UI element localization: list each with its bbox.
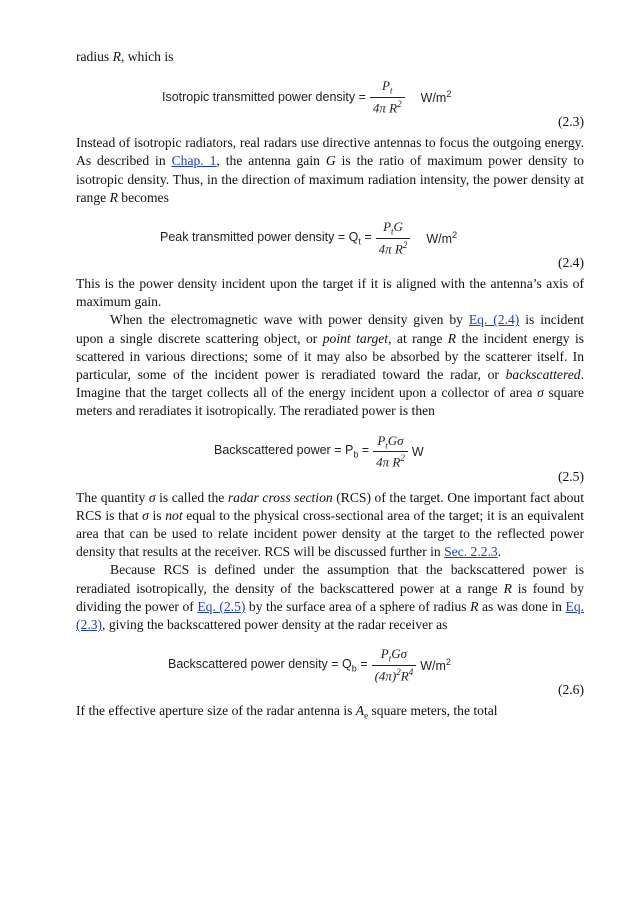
text: . xyxy=(497,544,502,560)
equation-body xyxy=(162,78,451,116)
text: is found by dividing the power of xyxy=(76,580,584,614)
term-point-target: point target xyxy=(322,330,389,346)
term-radar-cross-section: radar cross section xyxy=(227,489,333,505)
paragraph-directive xyxy=(76,134,584,207)
text: If the effective aperture size of the radar antenna is xyxy=(76,703,356,719)
subscript: e xyxy=(364,710,369,721)
equation-2-6 xyxy=(76,646,584,696)
text: . Imagine that the target collects all of the energy incident upon a collector of area xyxy=(76,367,584,401)
text: as was done in xyxy=(478,598,566,614)
numerator: P xyxy=(377,432,386,448)
var-R: R xyxy=(112,49,121,64)
superscript: 2 xyxy=(397,98,402,109)
subscript: t xyxy=(390,85,393,96)
subscript: t xyxy=(391,226,394,237)
equation-2-4 xyxy=(76,219,584,269)
equation-number: (2.4) xyxy=(557,255,584,271)
text: is xyxy=(148,507,166,523)
text: , which is xyxy=(120,49,174,64)
link-sec-2-2-3[interactable]: Sec. 2.2.3 xyxy=(444,544,498,560)
numerator: P xyxy=(380,646,389,662)
unit: W/m xyxy=(426,232,453,247)
subscript: t xyxy=(358,236,361,247)
denominator: 4π R xyxy=(376,454,401,470)
text: , at range xyxy=(388,330,448,346)
denominator-tail: R xyxy=(400,668,409,684)
document-page xyxy=(76,48,584,725)
denominator: 4π R xyxy=(378,240,403,256)
superscript: 2 xyxy=(445,657,451,668)
text: is called the xyxy=(155,489,228,505)
paragraph-rcs xyxy=(76,489,584,562)
paragraph-backscatter-density xyxy=(76,561,584,634)
link-eq-2-5[interactable]: Eq. (2.5) xyxy=(197,598,246,614)
denominator: 4π R xyxy=(372,100,398,116)
var-sigma: σ xyxy=(148,489,156,505)
equation-2-3 xyxy=(76,78,584,128)
fraction xyxy=(373,433,408,471)
var-sigma: σ xyxy=(537,385,544,401)
text: is the ratio of maximum power density to isotropic density. Thus, in the direction of maximum radiation intensity, the power density at range xyxy=(76,153,584,205)
text: by the surface area of a sphere of radius xyxy=(245,598,471,614)
text: Because RCS is defined under the assumption that the backscattered power is reradiated isotropically, the density of the backscattered power at a range xyxy=(76,562,584,596)
text: The quantity xyxy=(76,489,149,505)
text: equal to the physical cross-sectional area of the target; it is an equivalent area that can be used to relate incident power density at the target to the reflected power density that results at the receiver. RCS will be discussed further in xyxy=(76,507,584,560)
superscript: 4 xyxy=(408,666,414,677)
text: When the electromagnetic wave with power density given by xyxy=(110,312,469,328)
paragraph-scattering xyxy=(76,311,584,420)
var-sigma: σ xyxy=(142,507,149,523)
equation-number: (2.3) xyxy=(557,114,584,130)
equals: = xyxy=(360,229,372,244)
numerator: P xyxy=(383,219,392,235)
text: , giving the backscattered power density at the radar receiver as xyxy=(102,617,448,633)
var-A: A xyxy=(355,703,365,719)
text: Instead of isotropic radiators, real radars use directive antennas to focus the outgoing energy. As described in xyxy=(76,135,584,169)
equation-body xyxy=(168,646,451,684)
superscript: 2 xyxy=(396,666,401,677)
subscript: t xyxy=(385,440,388,451)
text: square meters, the total xyxy=(368,703,498,719)
unit: W/m xyxy=(420,659,446,674)
equation-body xyxy=(160,219,457,257)
var-R: R xyxy=(470,598,479,614)
equation-number: (2.6) xyxy=(557,682,584,698)
var-G: G xyxy=(325,153,336,169)
text: , the antenna gain xyxy=(216,153,326,169)
subscript: t xyxy=(388,653,392,664)
equation-label: Isotropic transmitted power density = xyxy=(162,90,366,105)
text: the incident energy is scattered in various directions; some of it may also be absorbed by the scatterer itself. In particular, some of the incident power is reradiated toward the radar, or xyxy=(76,330,585,383)
text: This is the power density incident upon the target if it is aligned with the antenna’s axis of maximum gain. xyxy=(76,276,584,310)
unit: W/m xyxy=(420,91,447,106)
term-backscattered: backscattered xyxy=(505,367,581,383)
emphasis-not: not xyxy=(165,507,183,523)
superscript: 2 xyxy=(402,239,408,250)
paragraph-intro xyxy=(76,48,584,66)
fraction xyxy=(376,219,411,257)
equals: = xyxy=(356,656,368,671)
superscript: 2 xyxy=(446,89,452,100)
link-eq-2-3[interactable]: Eq. (2.3) xyxy=(76,598,585,633)
fraction xyxy=(372,646,417,684)
numerator-tail: G xyxy=(393,219,403,235)
text: (RCS) of the target. One important fact about RCS is that xyxy=(76,489,584,523)
equation-label: Backscattered power = P xyxy=(214,443,354,458)
superscript: 2 xyxy=(452,229,458,240)
equation-number: (2.5) xyxy=(557,468,584,484)
equation-label: Peak transmitted power density = Q xyxy=(160,229,359,244)
text: is incident upon a single discrete scattering object, or xyxy=(76,312,584,346)
equation-label: Backscattered power density = Q xyxy=(168,656,352,671)
equation-2-5 xyxy=(76,433,584,483)
subscript: b xyxy=(351,663,357,674)
link-chap-1[interactable]: Chap. 1 xyxy=(171,153,217,169)
paragraph-aligned xyxy=(76,275,584,311)
numerator-tail: Gσ xyxy=(391,646,408,662)
text: radius xyxy=(76,49,113,64)
var-R: R xyxy=(447,330,457,346)
denominator: (4π) xyxy=(374,668,397,684)
unit: W xyxy=(411,444,424,459)
var-R: R xyxy=(109,189,118,205)
paragraph-aperture xyxy=(76,702,584,725)
fraction xyxy=(370,78,405,116)
numerator: P xyxy=(382,78,390,94)
equation-body xyxy=(214,433,424,471)
text: becomes xyxy=(117,189,169,205)
text: square meters and reradiates it isotropically. The reradiated power is then xyxy=(76,385,584,419)
superscript: 2 xyxy=(400,453,405,464)
numerator-tail: Gσ xyxy=(387,432,404,448)
equals: = xyxy=(358,443,370,458)
subscript: b xyxy=(353,449,359,460)
var-R: R xyxy=(503,580,512,596)
link-eq-2-4[interactable]: Eq. (2.4) xyxy=(468,312,520,328)
